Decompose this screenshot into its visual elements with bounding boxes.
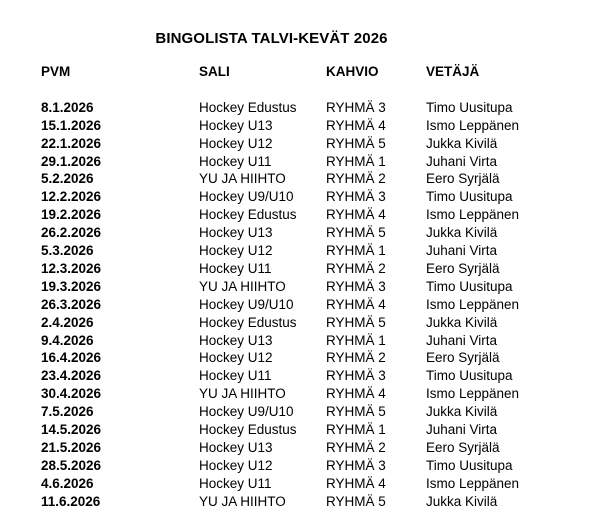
cell-date: 7.5.2026 — [41, 404, 94, 420]
table-row — [41, 117, 600, 135]
cell-leader: Jukka Kivilä — [426, 493, 498, 509]
table-row — [41, 278, 600, 296]
cell-hall: YU JA HIIHTO — [199, 386, 286, 402]
cell-leader: Eero Syrjälä — [426, 171, 500, 187]
cell-hall: Hockey Edustus — [199, 422, 297, 438]
cell-hall: Hockey U9/U10 — [199, 189, 294, 205]
cell-hall: Hockey U12 — [199, 135, 273, 151]
cell-leader: Ismo Leppänen — [426, 386, 520, 402]
table-row — [41, 367, 600, 385]
cell-hall: Hockey U12 — [199, 350, 273, 366]
cell-cafeteria: RYHMÄ 4 — [326, 475, 386, 491]
cell-date: 30.4.2026 — [41, 386, 102, 402]
cell-date: 23.4.2026 — [41, 368, 102, 384]
cell-hall: Hockey U9/U10 — [199, 404, 294, 420]
cell-leader: Jukka Kivilä — [426, 314, 498, 330]
cell-date: 28.5.2026 — [41, 457, 102, 473]
column-header-kahvio: KAHVIO — [326, 64, 379, 79]
table-row — [41, 403, 600, 421]
cell-leader: Ismo Leppänen — [426, 475, 520, 491]
cell-date: 2.4.2026 — [41, 314, 94, 330]
cell-hall: Hockey Edustus — [199, 99, 297, 115]
cell-leader: Eero Syrjälä — [426, 260, 500, 276]
cell-leader: Juhani Virta — [426, 422, 498, 438]
cell-leader: Timo Uusitupa — [426, 278, 513, 294]
column-header-vetaja: VETÄJÄ — [426, 64, 480, 79]
cell-leader: Jukka Kivilä — [426, 404, 498, 420]
cell-date: 19.3.2026 — [41, 278, 102, 294]
cell-hall: Hockey U11 — [199, 260, 272, 276]
cell-leader: Jukka Kivilä — [426, 135, 498, 151]
cell-hall: Hockey U13 — [199, 440, 273, 456]
cell-hall: Hockey U13 — [199, 117, 273, 133]
table-row — [41, 314, 600, 332]
table-row — [41, 457, 600, 475]
cell-hall: Hockey U11 — [199, 475, 272, 491]
cell-leader: Eero Syrjälä — [426, 350, 500, 366]
table-row — [41, 385, 600, 403]
table-row — [41, 206, 600, 224]
cell-cafeteria: RYHMÄ 1 — [326, 422, 386, 438]
cell-cafeteria: RYHMÄ 4 — [326, 296, 386, 312]
cell-date: 9.4.2026 — [41, 332, 94, 348]
table-body — [41, 99, 600, 511]
cell-cafeteria: RYHMÄ 3 — [326, 457, 386, 473]
cell-date: 5.2.2026 — [41, 171, 94, 187]
bingo-schedule-table — [41, 63, 600, 511]
cell-cafeteria: RYHMÄ 1 — [326, 243, 386, 259]
cell-leader: Timo Uusitupa — [426, 189, 513, 205]
cell-date: 19.2.2026 — [41, 207, 102, 223]
cell-date: 11.6.2026 — [41, 493, 101, 509]
cell-date: 4.6.2026 — [41, 475, 94, 491]
table-row — [41, 135, 600, 153]
cell-leader: Juhani Virta — [426, 153, 498, 169]
page-title: BINGOLISTA TALVI-KEVÄT 2026 — [155, 30, 388, 47]
cell-date: 16.4.2026 — [41, 350, 102, 366]
cell-date: 12.2.2026 — [41, 189, 102, 205]
cell-cafeteria: RYHMÄ 3 — [326, 189, 386, 205]
cell-hall: YU JA HIIHTO — [199, 171, 286, 187]
cell-date: 26.2.2026 — [41, 225, 102, 241]
cell-hall: Hockey U11 — [199, 153, 272, 169]
cell-cafeteria: RYHMÄ 5 — [326, 404, 386, 420]
table-row — [41, 99, 600, 117]
cell-cafeteria: RYHMÄ 5 — [326, 225, 386, 241]
cell-leader: Juhani Virta — [426, 332, 498, 348]
cell-date: 14.5.2026 — [41, 422, 102, 438]
cell-cafeteria: RYHMÄ 1 — [326, 332, 386, 348]
cell-cafeteria: RYHMÄ 3 — [326, 278, 386, 294]
cell-leader: Ismo Leppänen — [426, 207, 520, 223]
cell-cafeteria: RYHMÄ 5 — [326, 135, 386, 151]
column-header-sali: SALI — [199, 64, 230, 79]
table-row — [41, 296, 600, 314]
cell-leader: Ismo Leppänen — [426, 117, 520, 133]
table-row — [41, 242, 600, 260]
cell-leader: Eero Syrjälä — [426, 440, 500, 456]
cell-leader: Juhani Virta — [426, 243, 498, 259]
cell-date: 26.3.2026 — [41, 296, 102, 312]
cell-leader: Timo Uusitupa — [426, 457, 513, 473]
cell-hall: YU JA HIIHTO — [199, 278, 286, 294]
cell-hall: Hockey U12 — [199, 243, 273, 259]
table-header-row — [41, 63, 600, 81]
cell-leader: Timo Uusitupa — [426, 368, 513, 384]
table-row — [41, 260, 600, 278]
cell-hall: Hockey U12 — [199, 457, 273, 473]
cell-leader: Jukka Kivilä — [426, 225, 498, 241]
cell-date: 15.1.2026 — [41, 117, 102, 133]
cell-date: 22.1.2026 — [41, 135, 102, 151]
cell-cafeteria: RYHMÄ 5 — [326, 493, 386, 509]
cell-cafeteria: RYHMÄ 4 — [326, 207, 386, 223]
cell-date: 29.1.2026 — [41, 153, 102, 169]
cell-cafeteria: RYHMÄ 4 — [326, 386, 386, 402]
cell-cafeteria: RYHMÄ 2 — [326, 440, 386, 456]
cell-hall: Hockey Edustus — [199, 207, 297, 223]
cell-hall: Hockey U9/U10 — [199, 296, 294, 312]
table-row — [41, 224, 600, 242]
cell-cafeteria: RYHMÄ 1 — [326, 153, 386, 169]
cell-cafeteria: RYHMÄ 2 — [326, 350, 386, 366]
table-row — [41, 475, 600, 493]
cell-cafeteria: RYHMÄ 4 — [326, 117, 386, 133]
cell-date: 8.1.2026 — [41, 99, 94, 115]
cell-cafeteria: RYHMÄ 3 — [326, 99, 386, 115]
table-row — [41, 170, 600, 188]
cell-date: 5.3.2026 — [41, 243, 94, 259]
table-row — [41, 188, 600, 206]
table-row — [41, 349, 600, 367]
cell-hall: Hockey Edustus — [199, 314, 297, 330]
table-row — [41, 421, 600, 439]
cell-hall: Hockey U13 — [199, 225, 273, 241]
table-row — [41, 493, 600, 511]
cell-cafeteria: RYHMÄ 3 — [326, 368, 386, 384]
cell-leader: Ismo Leppänen — [426, 296, 520, 312]
cell-date: 21.5.2026 — [41, 440, 102, 456]
column-header-pvm: PVM — [41, 64, 71, 79]
cell-hall: Hockey U11 — [199, 368, 272, 384]
cell-date: 12.3.2026 — [41, 260, 102, 276]
cell-cafeteria: RYHMÄ 2 — [326, 260, 386, 276]
cell-hall: Hockey U13 — [199, 332, 273, 348]
cell-cafeteria: RYHMÄ 2 — [326, 171, 386, 187]
table-row — [41, 332, 600, 350]
cell-cafeteria: RYHMÄ 5 — [326, 314, 386, 330]
table-row — [41, 439, 600, 457]
cell-leader: Timo Uusitupa — [426, 99, 513, 115]
cell-hall: YU JA HIIHTO — [199, 493, 286, 509]
table-row — [41, 153, 600, 171]
